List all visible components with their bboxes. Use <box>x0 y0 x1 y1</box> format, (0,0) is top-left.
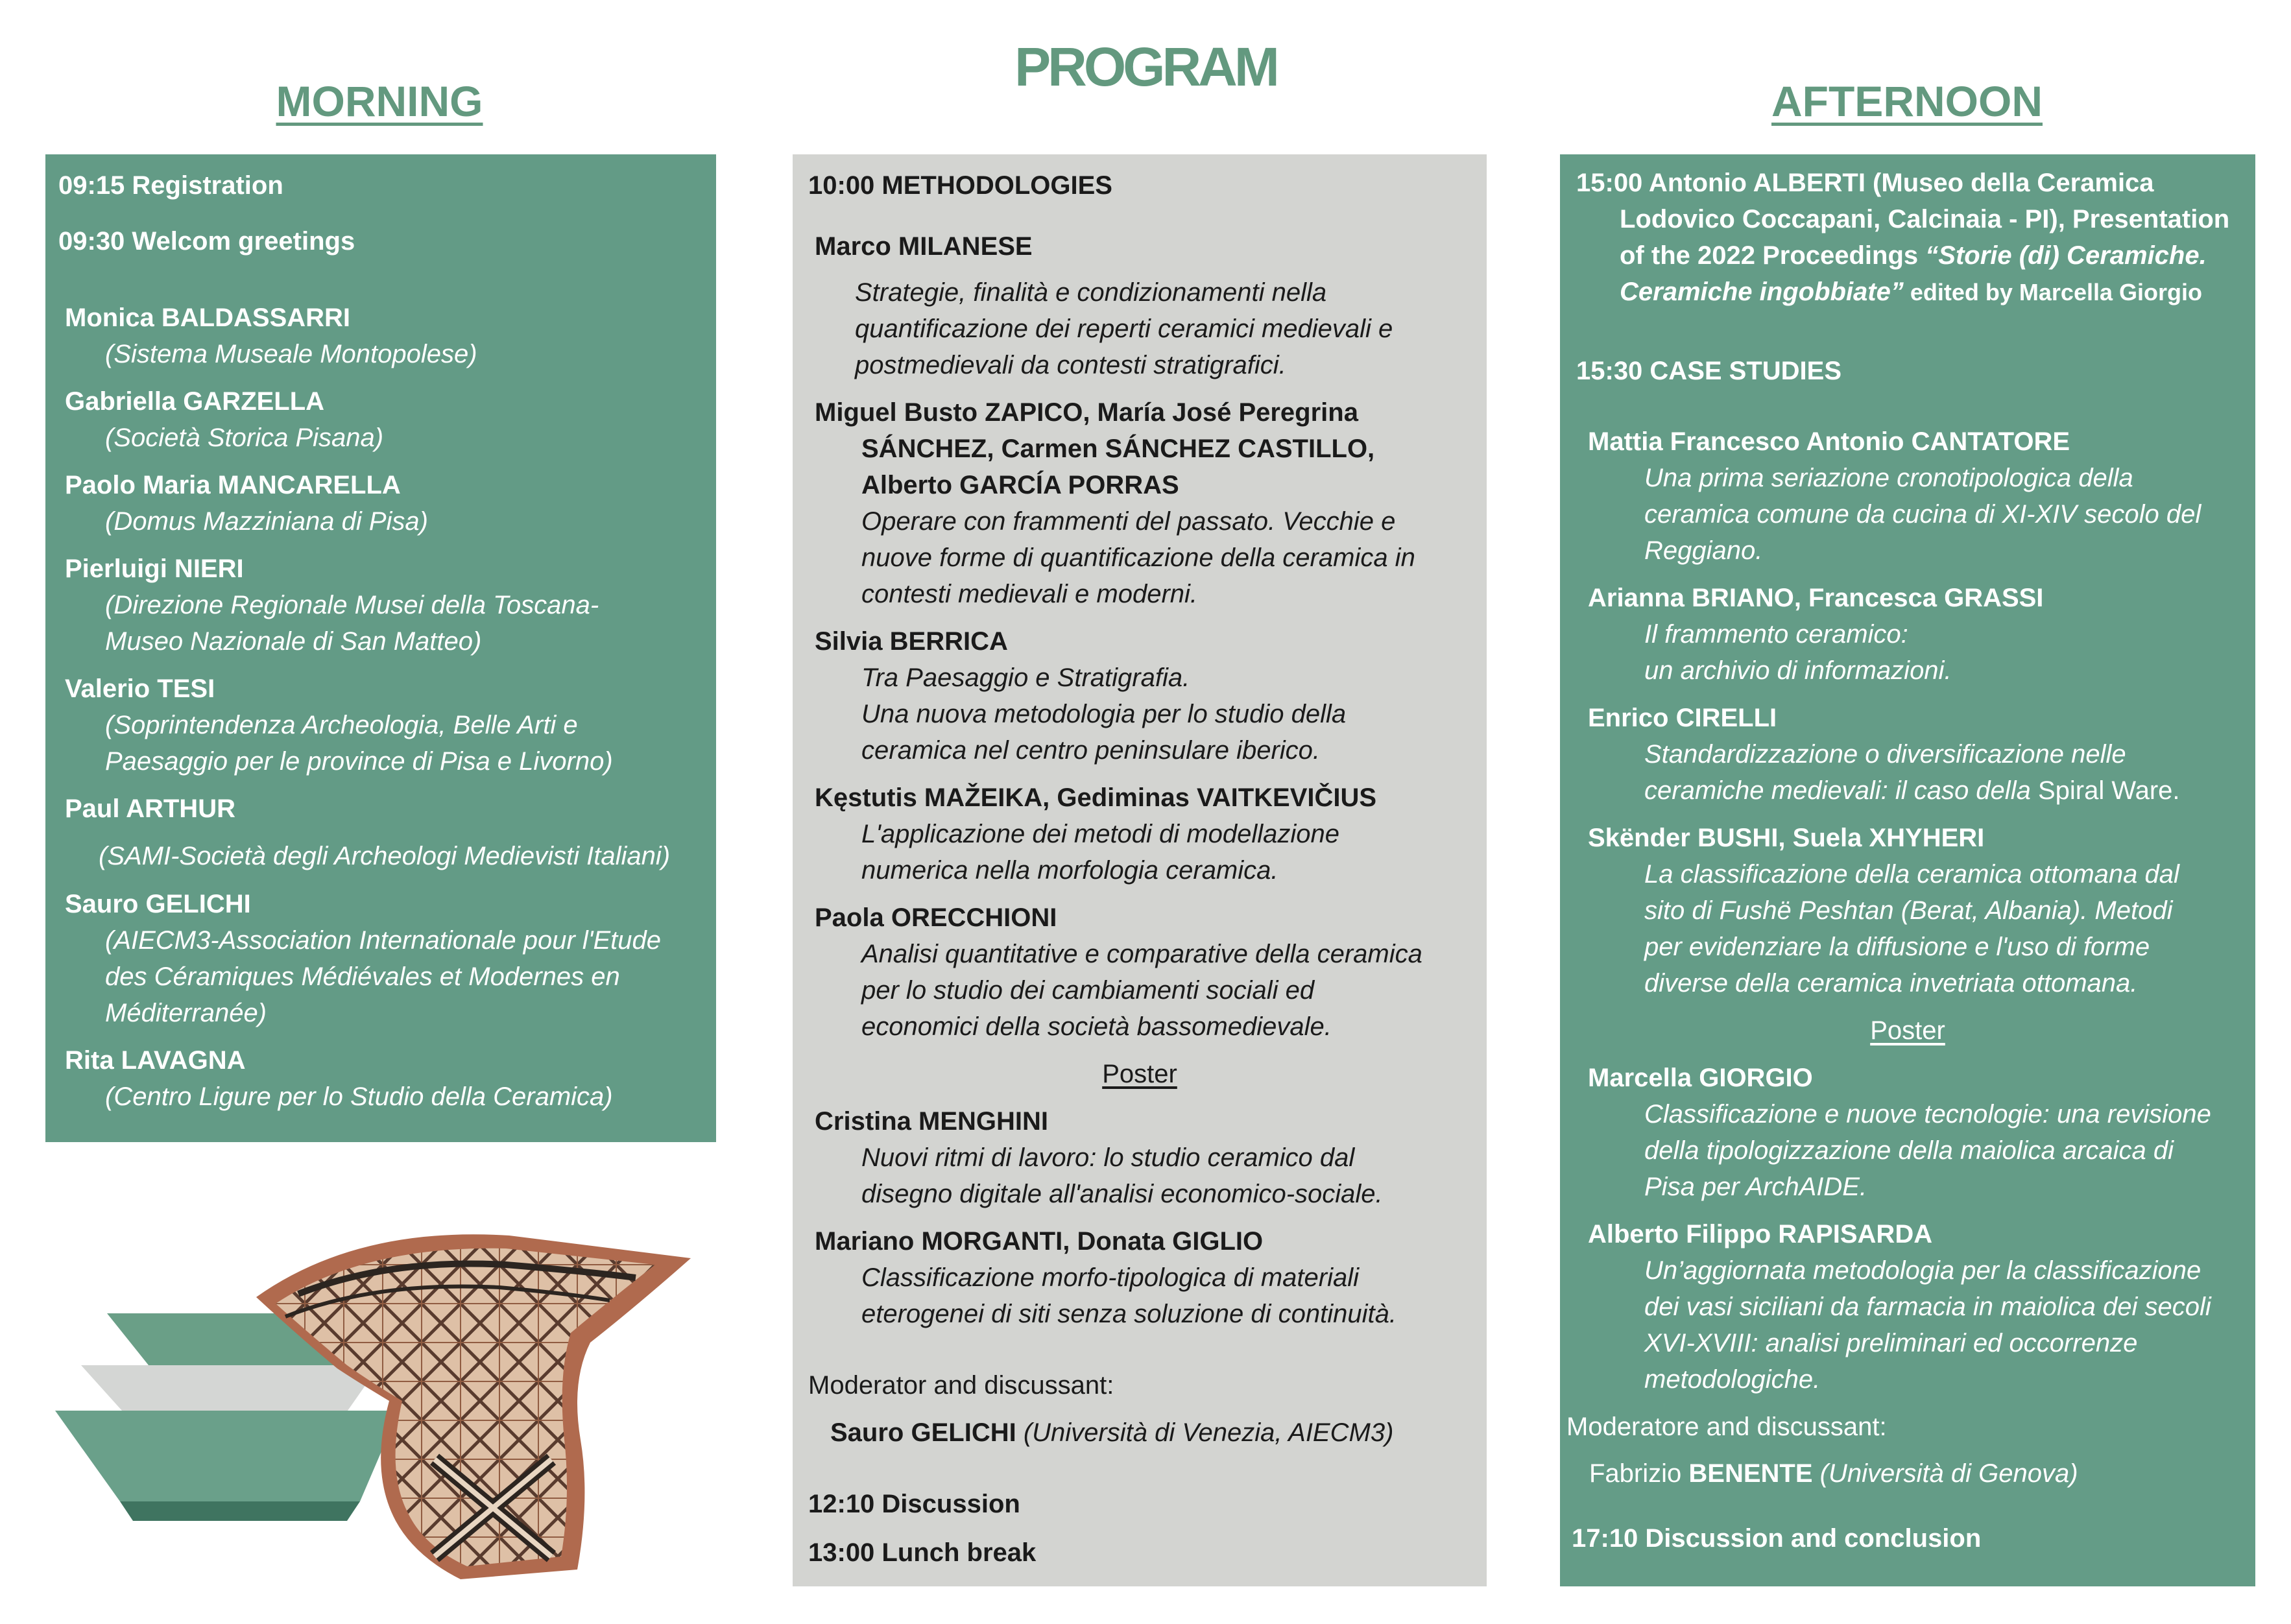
presentation-line: Lodovico Coccapani, Calcinaia - PI), Presentation <box>1620 205 2230 233</box>
lunch-time: 13:00 Lunch break <box>808 1538 1037 1567</box>
moderator-affiliation: (Università di Genova) <box>1812 1459 2078 1488</box>
talk-authors: Arianna BRIANO, Francesca GRASSI <box>1588 584 2044 612</box>
talk-title: Operare con frammenti del passato. Vecchie e <box>861 507 1396 536</box>
pottery-illustration <box>52 1167 720 1582</box>
talk-authors: Miguel Busto ZAPICO, María José Peregrina <box>815 398 1358 427</box>
poster-authors: Marcella GIORGIO <box>1588 1064 1813 1092</box>
speaker-affiliation: (AIECM3-Association Internationale pour l'Etude <box>105 926 661 955</box>
talk-authors: Silvia BERRICA <box>815 627 1008 656</box>
discussion-time: 12:10 Discussion <box>808 1490 1020 1518</box>
speaker-name: Monica BALDASSARRI <box>65 304 351 332</box>
talk-title: Una prima seriazione cronotipologica della <box>1644 464 2133 492</box>
poster-label: Poster <box>1102 1060 1177 1088</box>
talk-title: un archivio di informazioni. <box>1644 656 1952 685</box>
talk-authors: Marco MILANESE <box>815 232 1033 261</box>
afternoon-heading: AFTERNOON <box>1771 77 2043 125</box>
speaker-name: Paul ARTHUR <box>65 794 235 823</box>
poster-authors: Mariano MORGANTI, Donata GIGLIO <box>815 1227 1264 1256</box>
talk-title: ceramica comune da cucina di XI-XIV secolo del <box>1644 500 2201 529</box>
talk-title: Reggiano. <box>1644 536 1763 565</box>
speaker-name: Sauro GELICHI <box>65 890 251 918</box>
speaker-name: Paolo Maria MANCARELLA <box>65 471 401 499</box>
poster-title: dei vasi siciliani da farmacia in maiolica dei secoli <box>1644 1293 2211 1321</box>
morning-panel <box>45 154 716 1142</box>
presentation-line: 15:00 Antonio ALBERTI (Museo della Ceramica <box>1576 169 2154 197</box>
session-title: 15:30 CASE STUDIES <box>1576 357 1842 385</box>
speaker-affiliation: (SAMI-Società degli Archeologi Medievisti Italiani) <box>99 842 671 870</box>
talk-title: per lo studio dei cambiamenti sociali ed <box>861 976 1315 1005</box>
poster-title: Classificazione e nuove tecnologie: una revisione <box>1644 1100 2211 1128</box>
speaker-affiliation: (Sistema Museale Montopolese) <box>105 340 477 368</box>
speaker-affiliation: Méditerranée) <box>105 999 267 1027</box>
moderator-label: Moderatore and discussant: <box>1566 1413 1887 1441</box>
talk-title: sito di Fushë Peshtan (Berat, Albania). Metodi <box>1644 896 2173 925</box>
presentation-line: Ceramiche ingobbiate” edited by Marcella Giorgio <box>1620 278 2202 306</box>
presentation-line: of the 2022 Proceedings “Storie (di) Ceramiche. <box>1620 241 2207 270</box>
poster-title: Classificazione morfo-tipologica di materiali <box>861 1263 1359 1292</box>
speaker-affiliation: (Soprintendenza Archeologia, Belle Arti e <box>105 711 578 739</box>
talk-title: La classificazione della ceramica ottomana dal <box>1644 860 2179 889</box>
poster-authors: Alberto Filippo RAPISARDA <box>1588 1220 1933 1248</box>
conclusion-time: 17:10 Discussion and conclusion <box>1572 1524 1982 1553</box>
talk-title: Il frammento ceramico: <box>1644 620 1908 649</box>
spiral-ware: Spiral Ware. <box>2037 776 2180 805</box>
speaker-affiliation: (Domus Mazziniana di Pisa) <box>105 507 428 536</box>
poster-title: della tipologizzazione della maiolica arcaica di <box>1644 1136 2174 1165</box>
green-tray-front <box>55 1411 399 1501</box>
moderator-last-name: BENENTE <box>1688 1459 1813 1488</box>
proceedings-title: “Storie (di) Ceramiche. <box>1925 241 2207 270</box>
talk-title: Tra Paesaggio e Stratigrafia. <box>861 663 1190 692</box>
talk-authors: SÁNCHEZ, Carmen SÁNCHEZ CASTILLO, <box>861 435 1375 463</box>
greetings-time: 09:30 Welcom greetings <box>58 227 355 256</box>
page-title: PROGRAM <box>1014 36 1277 97</box>
poster-authors: Cristina MENGHINI <box>815 1107 1049 1136</box>
talk-title: Analisi quantitative e comparative della ceramica <box>861 940 1422 968</box>
talk-authors: Kęstutis MAŽEIKA, Gediminas VAITKEVIČIUS <box>815 783 1377 812</box>
talk-title: numerica nella morfologia ceramica. <box>861 856 1278 885</box>
talk-title: quantificazione dei reperti ceramici medievali e <box>855 315 1393 343</box>
poster-title: Pisa per ArchAIDE. <box>1644 1173 1867 1201</box>
talk-title: ceramica nel centro peninsulare iberico. <box>861 736 1321 765</box>
poster-title: metodologiche. <box>1644 1365 1821 1394</box>
speaker-affiliation: Museo Nazionale di San Matteo) <box>105 627 482 656</box>
poster-title: Nuovi ritmi di lavoro: lo studio ceramico dal <box>861 1143 1355 1172</box>
morning-heading: MORNING <box>276 77 483 125</box>
afternoon-panel <box>1560 154 2255 1586</box>
registration-time: 09:15 Registration <box>58 171 283 200</box>
talk-title: nuove forme di quantificazione della ceramica in <box>861 543 1415 572</box>
talk-title: diverse della ceramica invetriata ottomana. <box>1644 969 2138 997</box>
proceedings-title: Ceramiche ingobbiate” <box>1620 278 1904 306</box>
speaker-name: Rita LAVAGNA <box>65 1046 246 1075</box>
talk-title: economici della società bassomedievale. <box>861 1012 1332 1041</box>
speaker-name: Pierluigi NIERI <box>65 555 244 583</box>
methodologies-panel <box>793 154 1487 1586</box>
poster-title: XVI-XVIII: analisi preliminari ed occorrenze <box>1644 1329 2138 1357</box>
talk-title: Standardizzazione o diversificazione nelle <box>1644 740 2126 769</box>
talk-title: Strategie, finalità e condizionamenti nella <box>855 278 1327 307</box>
talk-title: contesti medievali e moderni. <box>861 580 1198 608</box>
talk-authors: Paola ORECCHIONI <box>815 903 1057 932</box>
speaker-affiliation: des Céramiques Médiévales et Modernes en <box>105 962 620 991</box>
talk-authors: Skënder BUSHI, Suela XHYHERI <box>1588 824 1985 852</box>
speaker-name: Valerio TESI <box>65 675 215 703</box>
speaker-affiliation: (Direzione Regionale Musei della Toscana- <box>105 591 599 619</box>
talk-title: ceramiche medievali: il caso della Spiral Ware. <box>1644 776 2180 805</box>
talk-authors: Mattia Francesco Antonio CANTATORE <box>1588 427 2070 456</box>
speaker-affiliation: (Società Storica Pisana) <box>105 424 384 452</box>
poster-title: Un’aggiornata metodologia per la classificazione <box>1644 1256 2201 1285</box>
moderator-affiliation: (Università di Venezia, AIECM3) <box>1016 1418 1394 1447</box>
talk-title: postmedievali da contesti stratigrafici. <box>855 351 1286 379</box>
speaker-name: Gabriella GARZELLA <box>65 387 325 416</box>
poster-title: eterogenei di siti senza soluzione di continuità. <box>861 1300 1397 1328</box>
talk-title: L'applicazione dei metodi di modellazione <box>861 820 1339 848</box>
moderator-first-name: Fabrizio <box>1589 1459 1689 1488</box>
talk-title: Una nuova metodologia per lo studio della <box>861 700 1347 728</box>
moderator-label: Moderator and discussant: <box>808 1371 1114 1400</box>
speaker-affiliation: (Centro Ligure per lo Studio della Ceramica) <box>105 1082 613 1111</box>
session-title: 10:00 METHODOLOGIES <box>808 171 1112 200</box>
poster-label: Poster <box>1870 1016 1945 1045</box>
talk-authors: Enrico CIRELLI <box>1588 704 1777 732</box>
speaker-affiliation: Paesaggio per le province di Pisa e Livorno) <box>105 747 613 776</box>
moderator-name: Sauro GELICHI <box>830 1418 1016 1447</box>
talk-title: per evidenziare la diffusione e l'uso di forme <box>1644 933 2150 961</box>
poster-title: disegno digitale all'analisi economico-sociale. <box>861 1180 1383 1208</box>
moderator <box>1589 1455 2078 1492</box>
talk-authors: Alberto GARCÍA PORRAS <box>861 471 1179 499</box>
moderator <box>830 1415 1393 1451</box>
